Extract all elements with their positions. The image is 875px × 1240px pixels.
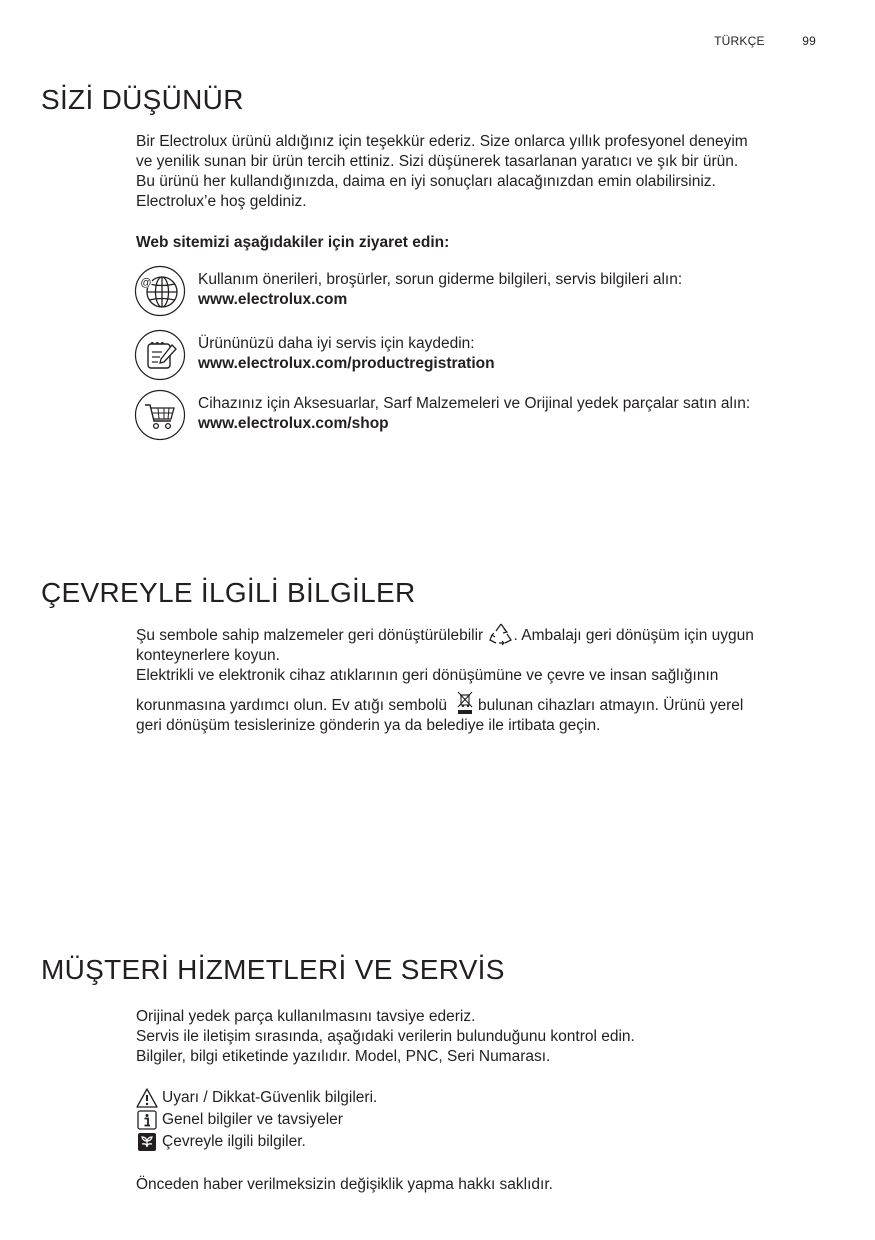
environment-line: konteynerlere koyun. <box>136 647 280 664</box>
link-url-electrolux[interactable]: www.electrolux.com <box>198 291 348 308</box>
legend-text: Genel bilgiler ve tavsiyeler <box>162 1111 343 1128</box>
link-url-product-registration[interactable]: www.electrolux.com/productregistration <box>198 355 495 372</box>
intro-line: ve yenilik sunan bir ürün tercih ettiniz. Sizi düşünerek tasarlanan yaratıcı ve şık bir ürün. <box>136 153 739 170</box>
shopping-cart-icon <box>134 389 186 441</box>
service-line: Bilgiler, bilgi etiketinde yazılıdır. Model, PNC, Seri Numarası. <box>136 1048 551 1065</box>
environment-line: Şu sembole sahip malzemeler geri dönüştürülebilir <box>136 627 484 644</box>
svg-text:@: @ <box>140 277 152 289</box>
link-url-shop[interactable]: www.electrolux.com/shop <box>198 415 389 432</box>
environment-paragraph <box>136 622 816 736</box>
environment-line: korunmasına yardımcı olun. Ev atığı sembolü <box>136 697 448 714</box>
section-title-thinking-of-you: SİZİ DÜŞÜNÜR <box>41 84 244 115</box>
crossed-bin-icon <box>456 690 474 716</box>
recycle-icon <box>488 622 514 646</box>
website-link-row <box>134 265 824 321</box>
page-header <box>714 34 816 48</box>
intro-line: Bir Electrolux ürünü aldığınız için teşekkür ederiz. Size onlarca yıllık profesyonel deneyim <box>136 133 748 150</box>
intro-line: Bu ürünü her kullandığınızda, daima en iyi sonuçları alacağınızdan emin olabilirsiniz. <box>136 173 716 190</box>
footer-note: Önceden haber verilmeksizin değişiklik yapma hakkı saklıdır. <box>136 1176 553 1193</box>
registration-notepad-icon <box>134 329 186 381</box>
environment-line: bulunan cihazları atmayın. Ürünü yerel <box>477 697 744 714</box>
section-title-environment: ÇEVREYLE İLGİLİ BİLGİLER <box>41 577 416 608</box>
page-number: 99 <box>802 34 816 48</box>
section-title-customer-service: MÜŞTERİ HİZMETLERİ VE SERVİS <box>41 954 505 985</box>
link-description: Ürününüzü daha iyi servis için kaydedin: <box>198 335 475 352</box>
website-link-row <box>134 389 824 445</box>
service-line: Servis ile iletişim sırasında, aşağıdaki verilerin bulunduğunu kontrol edin. <box>136 1028 635 1045</box>
legend-item <box>136 1087 816 1109</box>
info-icon <box>136 1109 158 1131</box>
legend-text: Uyarı / Dikkat-Güvenlik bilgileri. <box>162 1089 378 1106</box>
environment-leaf-icon <box>136 1131 158 1153</box>
legend-text: Çevreyle ilgili bilgiler. <box>162 1133 306 1150</box>
service-line: Orijinal yedek parça kullanılmasını tavsiye ederiz. <box>136 1008 476 1025</box>
web-globe-icon <box>134 265 186 317</box>
service-paragraph <box>136 1007 816 1067</box>
intro-paragraph <box>136 132 816 212</box>
intro-line: Electrolux’e hoş geldiniz. <box>136 193 307 210</box>
language-label: TÜRKÇE <box>714 34 765 48</box>
legend-item <box>136 1109 816 1131</box>
warning-triangle-icon <box>136 1087 158 1109</box>
environment-line: geri dönüşüm tesislerinize gönderin ya da belediye ile irtibata geçin. <box>136 717 601 734</box>
website-link-row <box>134 329 824 385</box>
link-description: Kullanım önerileri, broşürler, sorun giderme bilgileri, servis bilgileri alın: <box>198 271 683 288</box>
legend-item <box>136 1131 816 1153</box>
environment-line: . Ambalajı geri dönüşüm için uygun <box>513 627 754 644</box>
link-description: Cihazınız için Aksesuarlar, Sarf Malzemeleri ve Orijinal yedek parçalar satın alın: <box>198 395 751 412</box>
environment-line: Elektrikli ve elektronik cihaz atıklarının geri dönüşümüne ve çevre ve insan sağlığının <box>136 667 719 684</box>
symbol-legend <box>136 1087 816 1153</box>
website-heading: Web sitemizi aşağıdakiler için ziyaret edin: <box>136 234 450 251</box>
